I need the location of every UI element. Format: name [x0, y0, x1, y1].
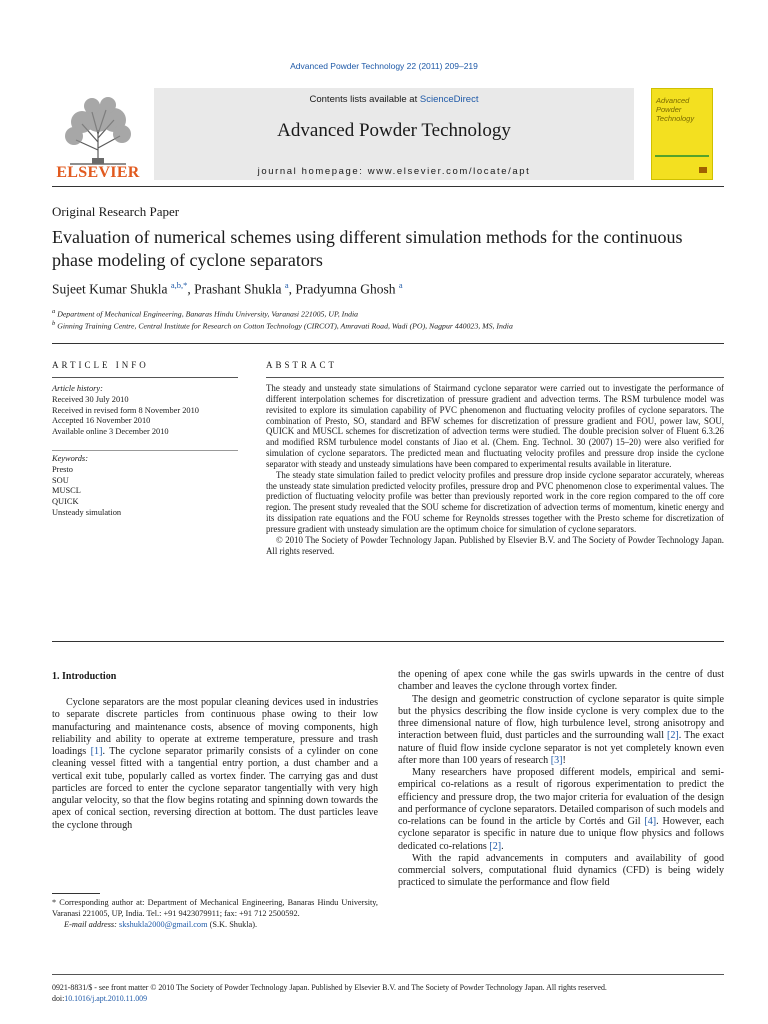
keywords-rule [52, 450, 238, 451]
history-item: Accepted 16 November 2010 [52, 416, 151, 426]
keywords-list: Keywords: Presto SOU MUSCL QUICK Unsteady simulation [52, 454, 232, 519]
intro-paragraph: With the rapid advancements in computers and availability of good commercial solvers, computational fluid dynamics (CFD) is being widely practiced to simulate the performance and flow field [398, 852, 724, 889]
affiliation-b: $^b$ Ginning Training Centre, Central Institute for Research on Cotton Technology (CIRCOT), Amravati Road, Wadi (PO), Nagpur 440023, MS, India [52, 320, 513, 331]
page-footer: 0921-8831/$ - see front matter © 2010 The Society of Powder Technology Japan. Published by Elsevier B.V. and The Society of Powder Technology Japan. All rights reserved. doi:10.1016/j.apt.2010.11.009 [52, 982, 724, 1004]
citation-link[interactable]: [1] [90, 746, 103, 757]
citation-link[interactable]: [3] [550, 754, 563, 766]
intro-paragraph: Cyclone separators are the most popular cleaning devices used in industries to separate discrete particles from continuous phase owing to their low manufacturing and maintenance costs, absence of moving components, high reliability and ability to operate at extreme temperature, pressure and trash loadings [1]. The cyclone separator primarily consists of a cylinder on cone cleaning vessel fitted with a tangential entry portion, a dust chamber and a vertical exit tube, popularly called as vortex finder. The carrying gas and dust particles are forced to enter the cyclone separator tangentially with very high angular velocity, so that the flow begins rotating and spinning down towards the apex of conical section, reversing direction at bottom. The dust particles leave the cyclone through [52, 697, 378, 831]
history-item: Available online 3 December 2010 [52, 427, 169, 437]
abstract-copyright: © 2010 The Society of Powder Technology Japan. Published by Elsevier B.V. and The Society of Powder Technology Japan. All rights reserved. [266, 534, 724, 556]
abstract-heading: ABSTRACT [266, 360, 338, 370]
journal-cover-thumbnail [651, 88, 713, 180]
cover-publisher-mark [699, 167, 707, 173]
author-name: Sujeet Kumar Shukla [52, 281, 168, 297]
abstract-text [266, 383, 724, 557]
intro-paragraph: The design and geometric construction of cyclone separator is quite simple but the physics describing the flow inside cyclone is very complex due to the three dimensional nature of flow, high turbulence level, strong anisotropy and interaction between fluid, dust particles and the surrounding wall [2]. The exact nature of fluid flow inside cyclone separator is not yet completely known even after more than 100 years of research [3]! [398, 693, 725, 766]
article-info-rule [52, 377, 238, 378]
contents-line: Contents lists available at ScienceDirect [309, 94, 479, 105]
citation-link[interactable]: [2] [489, 840, 502, 852]
title-divider [52, 343, 724, 344]
keyword: Presto [52, 464, 73, 474]
affiliation-a: $^a$ Department of Mechanical Engineering, Banaras Hindu University, Varanasi 221005, UP, India [52, 308, 359, 319]
corresponding-author-footnote: * Corresponding author at: Department of Mechanical Engineering, Banaras Hindu University, Varanasi 221005, UP, India. Tel.: +91 9423079911; fax: +91 712 2500592. E-mail address: skshukla2000@gmail.com (S.K. Shukla). [52, 898, 378, 929]
keyword: MUSCL [52, 486, 81, 496]
abstract-paragraph: The steady state simulation failed to predict velocity profiles and pressure drop inside cyclone separator accurately, whereas the unsteady state simulation predicted velocity profiles, pressure drop and PVC phenomenon close to experimental values. The prediction of fluctuating velocity profile was better than previously reported work in the core region compared to the off core region. The present study revealed that the SOU scheme for discretization of advection terms of momentum, kinetic energy and its dissipation rate equations and the FOU scheme for Reynolds stresses together with the Presto scheme for discretization of pressure gradient with unsteady simulation are the optimum choice for simulation of cyclone separators. [266, 469, 724, 534]
journal-title: Advanced Powder Technology [277, 120, 511, 141]
article-history: Article history: Received 30 July 2010 Received in revised form 8 November 2010 Accepted 16 November 2010 Available online 3 December 2010 [52, 384, 232, 438]
cover-band [655, 155, 709, 157]
abstract-bottom-divider [52, 641, 724, 642]
keyword: Unsteady simulation [52, 507, 122, 517]
history-item: Received in revised form 8 November 2010 [52, 405, 199, 415]
author-name: Prashant Shukla [194, 281, 282, 297]
article-info-heading: ARTICLE INFO [52, 360, 149, 370]
elsevier-logo-text: ELSEVIER [56, 164, 140, 181]
section-heading-introduction: 1. Introduction [52, 671, 117, 682]
footer-divider [52, 974, 724, 975]
cover-title: Advanced Powder Technology [656, 96, 695, 123]
header-divider [52, 186, 724, 187]
intro-left-column [52, 697, 378, 832]
intro-paragraph: the opening of apex cone while the gas swirls upwards in the centre of dust chamber and leaves the cyclone through vortex finder. [398, 669, 724, 693]
intro-paragraph: Many researchers have proposed different models, empirical and semi-empirical co-relations as a result of rigorous experimentation to predict the efficiency and pressure drop, the two major criteria for evaluation of the design and performance of cyclone separators. Detailed comparison of such models and co-relations can be found in the article by Cortés and Gil [4]. However, each cyclone separator is specific in nature due to unique flow physics and follows dedicated co-relations [2]. [398, 767, 724, 852]
author-affiliation-marks[interactable]: a [284, 280, 289, 290]
author-affiliation-marks[interactable]: a,b,* [170, 280, 188, 290]
journal-homepage[interactable]: journal homepage: www.elsevier.com/locate/apt [257, 166, 531, 177]
author-name: Pradyumna Ghosh [295, 281, 396, 297]
author-list: Sujeet Kumar Shukla $^{a,b,*}$, Prashant Shukla $^a$, Pradyumna Ghosh $^a$ [52, 280, 403, 297]
abstract-rule [266, 377, 724, 378]
history-item: Received 30 July 2010 [52, 394, 129, 404]
keyword: QUICK [52, 497, 79, 507]
citation-link[interactable]: [2] [667, 730, 679, 742]
sciencedirect-link[interactable]: ScienceDirect [419, 94, 479, 105]
footnote-rule [52, 893, 100, 894]
journal-citation[interactable]: Advanced Powder Technology 22 (2011) 209–219 [290, 61, 478, 71]
paper-type: Original Research Paper [52, 204, 180, 219]
keyword: SOU [52, 475, 69, 485]
intro-right-column [398, 669, 724, 890]
author-affiliation-marks[interactable]: a [398, 280, 403, 290]
front-matter-line: 0921-8831/$ - see front matter © 2010 The Society of Powder Technology Japan. Published by Elsevier B.V. and The Society of Powder Technology Japan. All rights reserved. [52, 983, 607, 992]
paper-title: Evaluation of numerical schemes using different simulation methods for the continuous phase modeling of cyclone separators [52, 227, 683, 270]
doi-link[interactable]: 10.1016/j.apt.2010.11.009 [64, 994, 148, 1003]
abstract-paragraph: The steady and unsteady state simulations of Stairmand cyclone separator were carried out to investigate the performance of different interpolation schemes for discretization of pressure gradient and advection terms. The RSM turbulence model was revisited to explore its simulation capability of PVC phenomenon and fluctuating velocity profiles of cyclone separators. The combination of Presto, SO, standard and BFW schemes for discretization of pressure gradient and FOU, power law, SOU, QUICK and MUSCL schemes for discretization of advection terms were studied. The double precision solver of Fluent 6.3.26 and modified RSM turbulence model constants of Jiao et al. (Chem. Eng. Technol. 30 (2007) 15–20) were also verified for simulation of cyclone separators. The predicted mean and fluctuating velocity profiles and pressure drop inside the cyclone separator with steady and unsteady simulations have been compared to experimental results available in literature. [266, 383, 724, 469]
author-email-link[interactable]: skshukla2000@gmail.com [119, 920, 208, 929]
citation-link[interactable]: [4] [644, 816, 657, 827]
